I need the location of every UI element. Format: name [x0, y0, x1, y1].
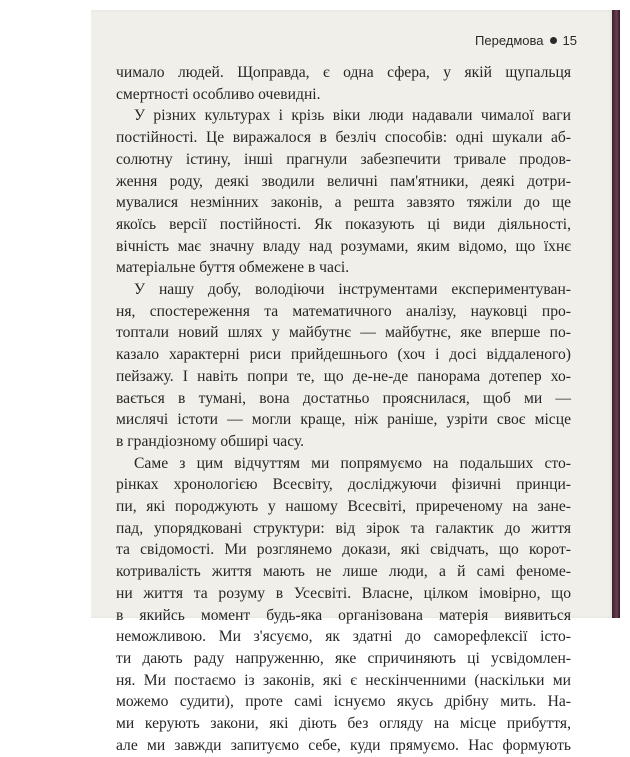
text-line: вається в тумані, вона достатньо прояснилася, щоб ми — [116, 389, 571, 407]
page-number: 15 [562, 33, 577, 48]
text-line: ження роду, деякі зводили величні пам'ятники, деякі дотри- [116, 172, 571, 190]
text-line: топтали новий шлях у майбутнє — майбутнє, яке вперше по- [116, 324, 571, 342]
bullet-icon [550, 37, 557, 44]
text-line: смертності особливо очевидні. [116, 85, 321, 103]
text-line: можемо судити), проте самі існуємо якусь дрібну мить. На- [116, 693, 571, 711]
text-line: У нашу добу, володіючи інструментами експериментуван- [134, 281, 571, 299]
text-line: котривалість життя мають не лише люди, а й самі феноме- [116, 563, 571, 581]
text-line: неможливою. Ми з'ясуємо, як здатні до саморефлексії істо- [116, 628, 571, 646]
text-line: матеріальне буття обмежене в часі. [116, 259, 350, 277]
text-line: в якийсь момент будь-яка організована матерія виявиться [116, 606, 571, 624]
text-line: У різних культурах і крізь віки люди надавали чималої ваги [134, 107, 571, 125]
text-line: постійності. Це виражалося в безліч способів: одні шукали аб- [116, 129, 571, 147]
text-line: в грандіозному обширі часу. [116, 432, 305, 450]
text-line: Саме з цим відчуттям ми попрямуємо на подальших сто- [134, 454, 571, 472]
text-line: ти дають раду напруженню, яке спричиняють ці усвідомлен- [116, 649, 571, 667]
text-line: ня. Ми постаємо із законів, які є нескінченними (наскільки ми [116, 671, 571, 689]
text-line: казало характерні риси прийдешнього (хоч і досі віддаленого) [116, 346, 571, 364]
text-line: вічність має значну владу над розумами, яким відомо, що їхнє [116, 237, 571, 255]
text-line: ни життя та розуму в Усесвіті. Власне, цілком імовірно, що [116, 584, 571, 602]
chapter-title: Передмова [475, 33, 544, 48]
text-line: ми керують закони, які діють без огляду на місце прибуття, [116, 715, 571, 733]
text-line: якоїсь версії постійності. Як показують ці види діяльності, [116, 215, 571, 233]
text-line: мислячі істоти — могли краще, ніж раніше, узріти своє місце [116, 411, 571, 429]
book-spine-edge [612, 10, 620, 618]
text-line: ня, спостереження та математичного аналізу, науковці про- [116, 302, 571, 320]
text-line: та свідомості. Ми розглянемо докази, які свідчать, що корот- [116, 541, 571, 559]
text-line: мувалися незмінних законів, а решта завзято тяжіли до ще [116, 194, 571, 212]
text-line: пейзажу. І навіть попри те, що де-не-де панорама дотепер хо- [116, 367, 571, 385]
body-text [116, 62, 571, 757]
text-line: але ми завжди запитуємо себе, куди прямуємо. Нас формують [116, 736, 571, 754]
text-line: пи, які породжують у нашому Всесвіті, приреченому на занe- [116, 498, 571, 516]
text-line: пад, упорядковані структури: від зірок та галактик до життя [116, 519, 571, 537]
text-line: солютну істину, інші прагнули забезпечити тривале продов- [116, 150, 571, 168]
text-line: чимало людей. Щоправда, є одна сфера, у якій щупальця [116, 64, 571, 81]
running-header [475, 33, 577, 48]
text-line: рінках хронологією Всесвіту, досліджуючи фізичні принци- [116, 476, 571, 494]
